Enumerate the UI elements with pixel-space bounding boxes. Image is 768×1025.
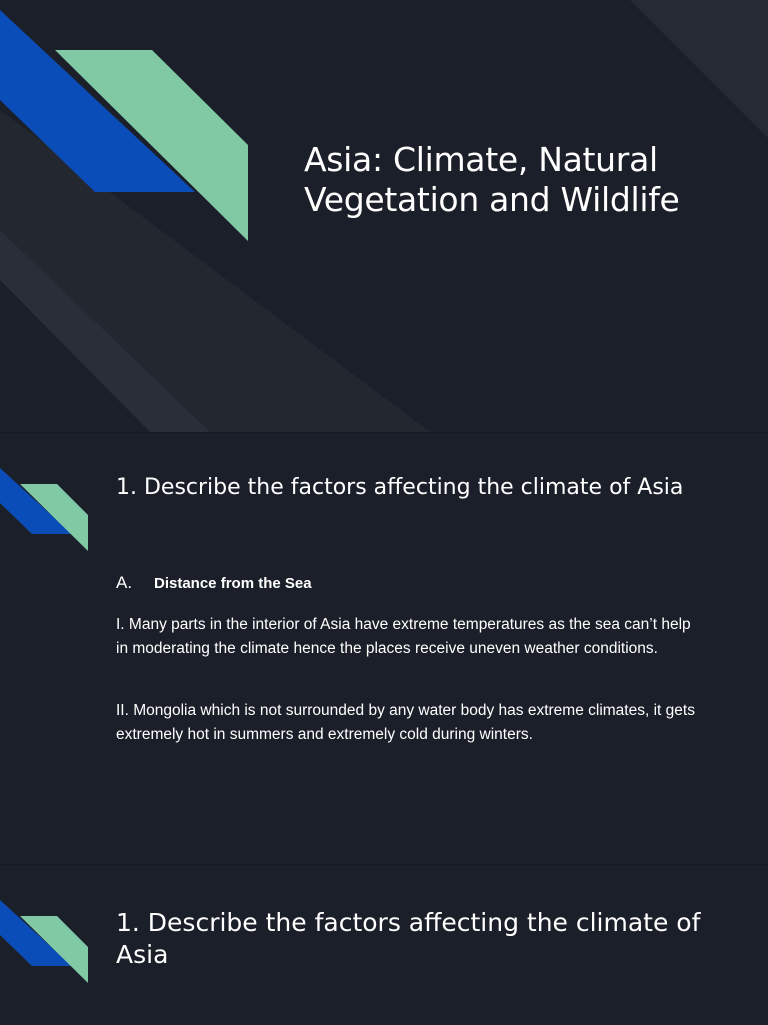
- subheading: [116, 573, 312, 593]
- subheading-title: Distance from the Sea: [154, 575, 312, 592]
- slide-heading: 1. Describe the factors affecting the climate of Asia: [116, 908, 701, 969]
- paragraph-2: II. Mongolia which is not surrounded by any water body has extreme climates, it gets extremely hot in summers and extremely cold during winters.: [116, 702, 695, 743]
- paragraph-1: I. Many parts in the interior of Asia have extreme temperatures as the sea can’t help in moderating the climate hence the places receive uneven weather conditions.: [116, 616, 691, 657]
- slide-title: Asia: Climate, Natural Vegetation and Wildlife: [304, 140, 680, 219]
- title-slide: [0, 0, 768, 432]
- content-slide-partial: [0, 864, 768, 1025]
- subheading-letter: A.: [116, 573, 133, 592]
- slide-heading: 1. Describe the factors affecting the climate of Asia: [116, 475, 684, 500]
- dark-corner-stripe: [630, 0, 768, 138]
- content-slide: [0, 432, 768, 865]
